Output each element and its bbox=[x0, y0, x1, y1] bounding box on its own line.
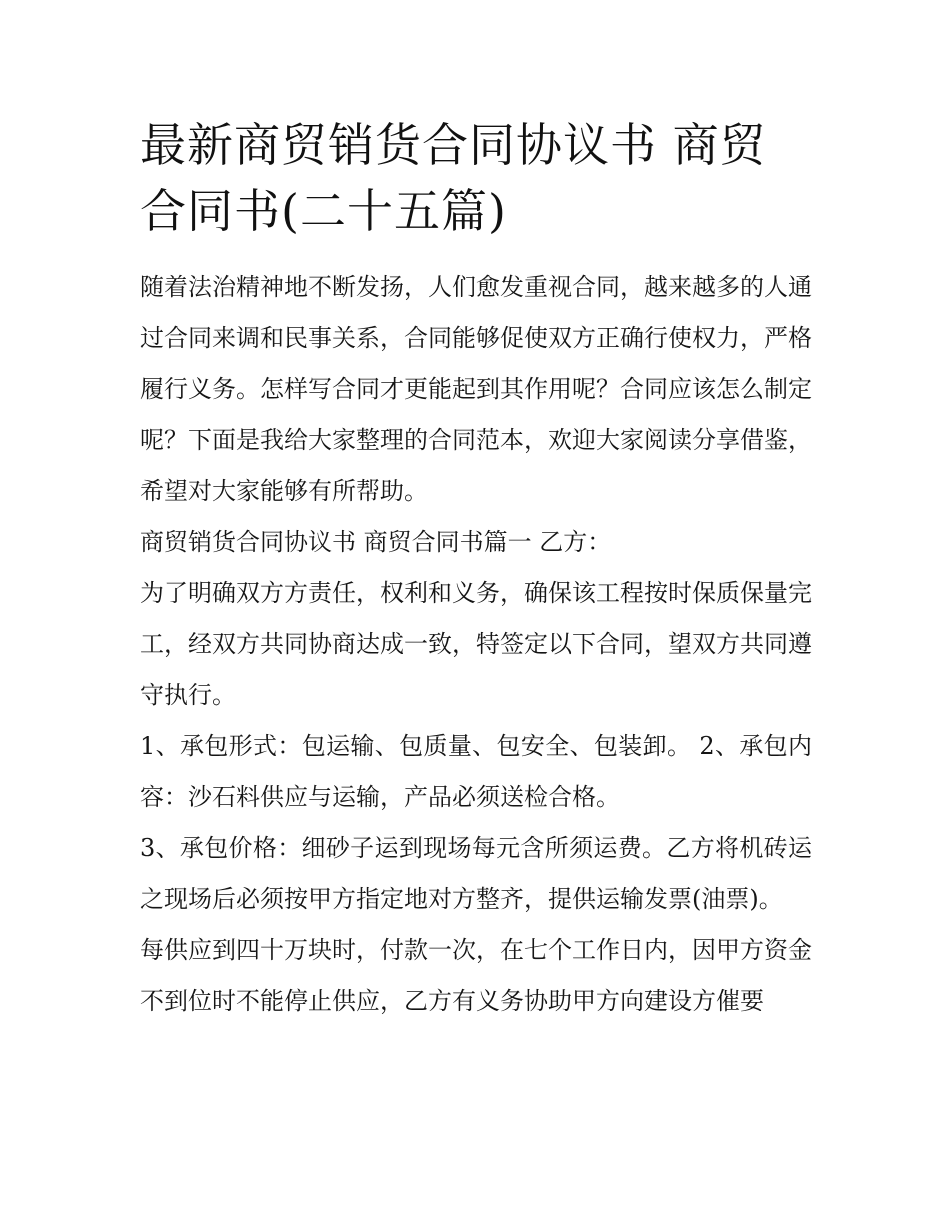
paragraph-clause-1-2: 1、承包形式：包运输、包质量、包安全、包装卸。 2、承包内容：沙石料供应与运输，产品必须送检合格。 bbox=[140, 732, 812, 811]
paragraph-clause-3: 3、承包价格：细砂子运到现场每元含所须运费。乙方将机砖运之现场后必须按甲方指定地对方整齐，提供运输发票(油票)。 bbox=[140, 834, 812, 913]
paragraph-intro: 随着法治精神地不断发扬，人们愈发重视合同，越来越多的人通过合同来调和民事关系，合同能够促使双方正确行使权力，严格履行义务。怎样写合同才更能起到其作用呢？合同应该怎么制定呢？下面是我给大家整理的合同范本，欢迎大家阅读分享借鉴，希望对大家能够有所帮助。 bbox=[140, 273, 812, 505]
paragraph-purpose: 为了明确双方方责任，权利和义务，确保该工程按时保质保量完工，经双方共同协商达成一致，特签定以下合同，望双方共同遵守执行。 bbox=[140, 579, 812, 709]
document-body bbox=[140, 112, 812, 1027]
paragraph-payment: 每供应到四十万块时，付款一次，在七个工作日内，因甲方资金不到位时不能停止供应，乙方有义务协助甲方向建设方催要 bbox=[140, 936, 812, 1015]
paragraph-section-heading: 商贸销货合同协议书 商贸合同书篇一 乙方： bbox=[140, 528, 612, 556]
document-title: 最新商贸销货合同协议书 商贸合同书(二十五篇) bbox=[140, 118, 767, 238]
